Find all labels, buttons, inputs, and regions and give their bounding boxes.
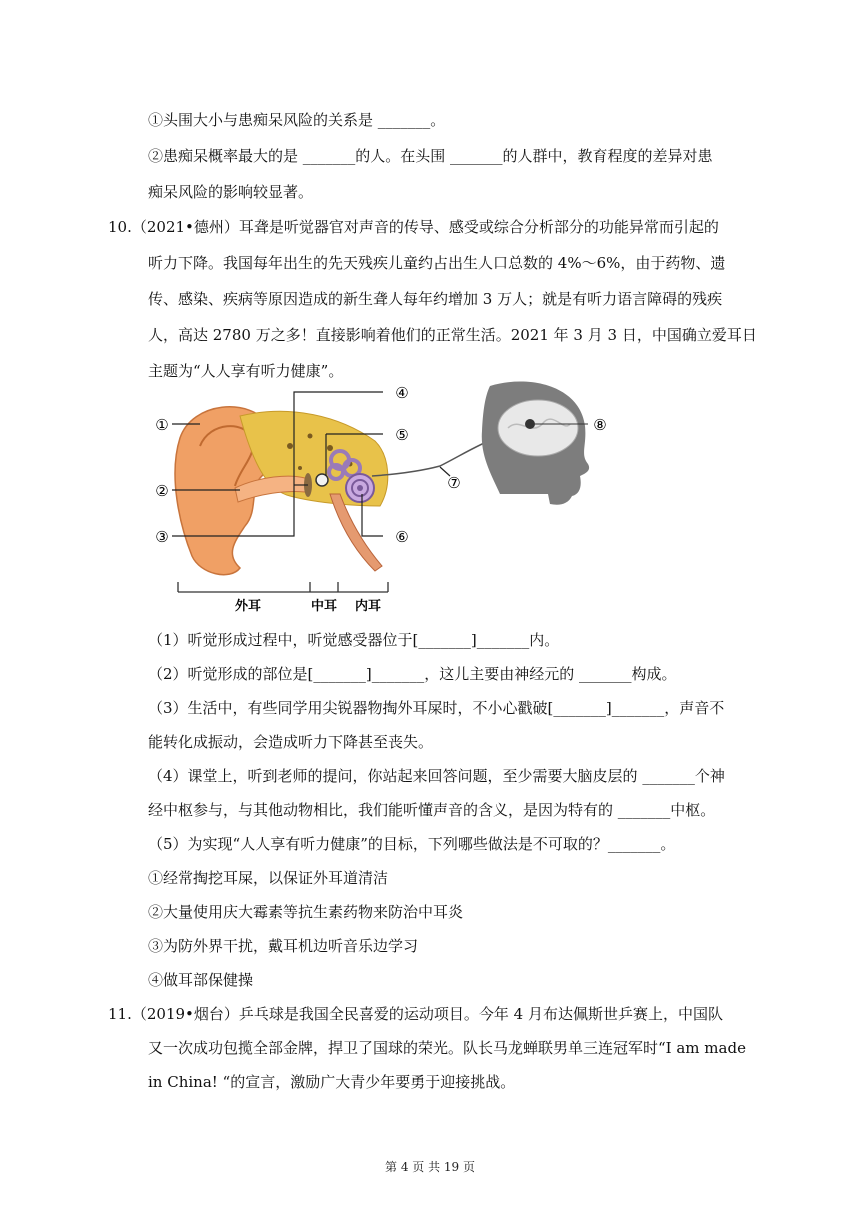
label-5: ⑤: [395, 426, 409, 444]
q11-line3: in China! “的宣言，激励广大青少年要勇于迎接挑战。: [148, 1073, 516, 1091]
q10-option-2: ②大量使用庆大霉素等抗生素药物来防治中耳炎: [148, 903, 464, 921]
middle-ear-label: 中耳: [310, 599, 338, 614]
label-4: ④: [395, 384, 409, 402]
label-3: ③: [155, 528, 169, 546]
q10-para-line4: 人，高达 2780 万之多！直接影响着他们的正常生活。2021 年 3 月 3 日，中国确立爱耳日: [148, 326, 757, 344]
ear-section-bracket: [178, 582, 388, 592]
q9-line1: ①头围大小与患痴呆风险的关系是 _______。: [148, 111, 446, 129]
auditory-nerve: [372, 436, 500, 476]
q9-line2: ②患痴呆概率最大的是 _______的人。在头围 _______的人群中，教育程度的差异对患: [148, 147, 713, 165]
ear-anatomy-figure: [140, 376, 640, 616]
q10-para-line1: 10.（2021•德州）耳聋是听觉器官对声音的传导、感受或综合分析部分的功能异常而引起的: [108, 218, 719, 236]
q10-sub4-line1: （4）课堂上，听到老师的提问，你站起来回答问题，至少需要大脑皮层的 _______个神: [148, 767, 725, 785]
q9-line3: 痴呆风险的影响较显著。: [148, 183, 314, 201]
inner-ear-label: 内耳: [354, 599, 382, 614]
q10-para-line5: 主题为“人人享有听力健康”。: [148, 362, 344, 380]
label-1: ①: [155, 416, 169, 434]
q10-sub3-line2: 能转化成振动，会造成听力下降甚至丧失。: [148, 733, 434, 751]
q10-sub3-line1: （3）生活中，有些同学用尖锐器物掏外耳屎时，不小心戳破[_______]_______，声音不: [148, 699, 725, 717]
q10-sub5: （5）为实现“人人享有听力健康”的目标，下列哪些做法是不可取的？_______。: [148, 835, 676, 853]
label-8: ⑧: [593, 416, 607, 434]
outer-ear-label: 外耳: [234, 599, 262, 614]
label-6: ⑥: [395, 528, 409, 546]
q10-para-line2: 听力下降。我国每年出生的先天残疾儿童约占出生人口总数的 4%～6%，由于药物、遗: [148, 254, 726, 272]
q11-line2: 又一次成功包揽全部金牌，捍卫了国球的荣光。队长马龙蝉联男单三连冠军时“I am made: [148, 1039, 746, 1057]
q10-sub2: （2）听觉形成的部位是[_______]_______，这儿主要由神经元的 _______构成。: [148, 665, 677, 683]
brain-shape: [498, 400, 578, 456]
q10-sub1: （1）听觉形成过程中，听觉感受器位于[_______]_______内。: [148, 631, 560, 649]
page-footer: 第 4 页 共 19 页: [385, 1160, 475, 1174]
q11-line1: 11.（2019•烟台）乒乓球是我国全民喜爱的运动项目。今年 4 月布达佩斯世乒赛上，中国队: [108, 1005, 723, 1023]
q10-para-line3: 传、感染、疾病等原因造成的新生聋人每年约增加 3 万人；就是有听力语言障碍的残疾: [148, 290, 723, 308]
q10-option-4: ④做耳部保健操: [148, 971, 254, 989]
q10-option-3: ③为防外界干扰，戴耳机边听音乐边学习: [148, 937, 419, 955]
q10-option-1: ①经常掏挖耳屎，以保证外耳道清洁: [148, 869, 389, 887]
label-2: ②: [155, 482, 169, 500]
label-7: ⑦: [447, 474, 461, 492]
q10-sub4-line2: 经中枢参与，与其他动物相比，我们能听懂声音的含义，是因为特有的 _______中枢。: [148, 801, 716, 819]
